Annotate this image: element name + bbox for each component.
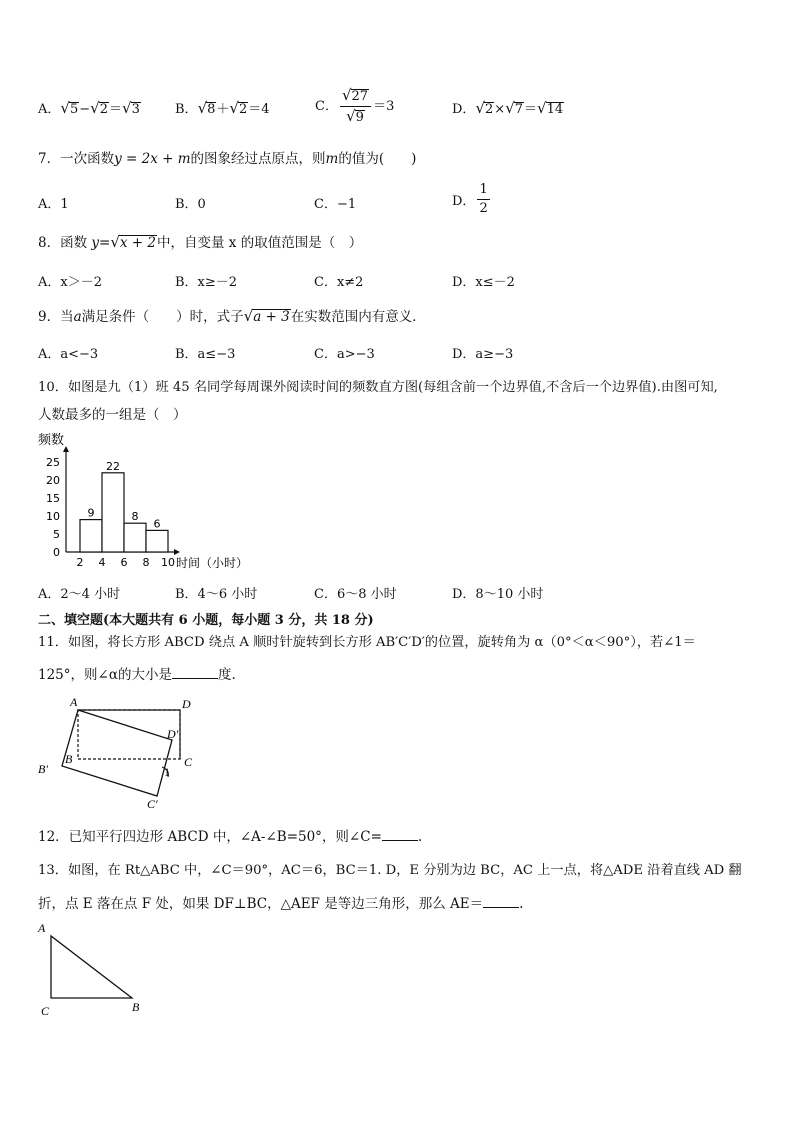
q7-option-d[interactable]: D． $\frac{1}{2}$ <box>452 182 488 216</box>
x-tick-label: 8 <box>142 556 150 569</box>
q11-stem-line1: 11．如图，将长方形 ABCD 绕点 A 顺时针旋转到长方形 AB′C′D′的位置，旋转角为 α（0°＜α＜90°），若∠1＝ <box>38 635 696 650</box>
q7-stem: 7．一次函数y = 2x + m的图象经过点原点，则m的值为( ) <box>38 151 417 167</box>
q9-option-b[interactable]: B．a≤−3 <box>175 347 236 362</box>
q10-option-d[interactable]: D．8～10 小时 <box>452 587 544 602</box>
label-b1: B′ <box>38 762 48 776</box>
bar-value-label: 8 <box>131 510 139 524</box>
rectangle-ab1c1d1 <box>62 710 172 796</box>
chart-x-ticks <box>77 556 176 569</box>
q13-figure <box>34 920 154 1020</box>
histogram-bar <box>102 473 124 552</box>
label-d: D <box>182 697 191 711</box>
x-tick-label: 10 <box>161 556 175 569</box>
bar-value-label: 22 <box>106 459 120 473</box>
q8-option-d[interactable]: D．x≤－2 <box>452 275 515 290</box>
y-tick-label: 10 <box>46 510 60 523</box>
chart-xlabel: 时间（小时） <box>176 556 249 570</box>
q8-option-b[interactable]: B．x≥－2 <box>175 275 238 290</box>
y-tick-label: 0 <box>53 546 60 559</box>
q6-option-b[interactable]: B．√8＋√2＝4 <box>175 99 270 117</box>
histogram-chart <box>36 428 276 578</box>
q7-option-c[interactable]: C．−1 <box>314 197 357 212</box>
histogram-bar <box>80 520 102 552</box>
q6-c-fraction: $\frac{√27}{√9}$ <box>340 86 371 127</box>
label-a: A <box>38 921 46 935</box>
chart-ylabel: 频数 <box>38 433 65 448</box>
q7-option-a[interactable]: A．1 <box>38 197 69 212</box>
label-c: C <box>184 755 193 769</box>
label-b: B <box>132 1000 140 1014</box>
chart-bars <box>80 460 168 552</box>
y-tick-label: 25 <box>46 456 60 469</box>
q9-option-d[interactable]: D．a≥−3 <box>452 347 514 362</box>
triangle-abc <box>51 936 132 998</box>
y-tick-label: 15 <box>46 492 60 505</box>
label-1: 1 <box>164 765 170 779</box>
x-tick-label: 2 <box>76 556 84 569</box>
q13-stem-line1: 13．如图，在 Rt△ABC 中，∠C＝90°，AC＝6，BC＝1. D，E 分别为边 BC，AC 上一点，将△ADE 沿着直线 AD 翻 <box>38 863 742 878</box>
q11-answer-blank[interactable] <box>172 664 218 679</box>
bar-value-label: 9 <box>87 506 95 520</box>
label-b: B <box>65 752 73 766</box>
bar-value-label: 6 <box>153 517 161 531</box>
q6-option-c[interactable]: C． $\frac{√27}{√9}$ ＝3 <box>315 86 395 125</box>
q9-option-c[interactable]: C．a>−3 <box>314 347 375 362</box>
q12-answer-blank[interactable] <box>382 826 418 841</box>
q6-option-a[interactable]: A．√5−√2＝√3 <box>38 99 140 117</box>
q13-stem-line2: 折，点 E 落在点 F 处，如果 DF⊥BC，△AEF 是等边三角形，那么 AE＝ . <box>38 893 523 914</box>
chart-y-ticks <box>46 456 60 559</box>
q8-option-c[interactable]: C．x≠2 <box>314 275 364 290</box>
q12-stem: 12．已知平行四边形 ABCD 中，∠A-∠B=50°，则∠C= . <box>38 826 422 847</box>
q8-option-a[interactable]: A．x＞－2 <box>38 275 102 290</box>
q11-figure <box>34 692 204 812</box>
label-d1: D′ <box>167 727 179 741</box>
q7-option-b[interactable]: B．0 <box>175 197 206 212</box>
x-tick-label: 6 <box>120 556 128 569</box>
q10-stem-line2: 人数最多的一组是（ ） <box>38 407 187 423</box>
q10-option-b[interactable]: B．4～6 小时 <box>175 587 258 602</box>
q6-option-d[interactable]: D．√2×√7＝√14 <box>452 99 564 117</box>
histogram-bar <box>124 523 146 552</box>
q8-stem: 8．函数 y=√x + 2中，自变量 x 的取值范围是（ ） <box>38 233 363 251</box>
y-tick-label: 5 <box>53 528 60 541</box>
q10-option-a[interactable]: A．2～4 小时 <box>38 587 121 602</box>
x-tick-label: 4 <box>98 556 106 569</box>
y-tick-label: 20 <box>46 474 60 487</box>
q9-option-a[interactable]: A．a<−3 <box>38 347 99 362</box>
section-title: 二、填空题(本大题共有 6 小题，每小题 3 分，共 18 分) <box>38 613 374 628</box>
q13-answer-blank[interactable] <box>483 893 519 908</box>
label-c: C <box>41 1004 50 1018</box>
q10-stem-line1: 10．如图是九（1）班 45 名同学每周课外阅读时间的频数直方图(每组含前一个边界值,不含后一个边界值).由图可知, <box>38 380 718 395</box>
label-c1: C′ <box>147 797 158 811</box>
rectangle-abcd <box>78 710 180 759</box>
q9-stem: 9．当a满足条件（ ）时，式子√a + 3在实数范围内有意义． <box>38 307 426 325</box>
q11-stem-line2: 125°，则∠α的大小是 度. <box>38 664 236 685</box>
label-a: A <box>70 695 78 709</box>
q10-option-c[interactable]: C．6～8 小时 <box>314 587 397 602</box>
q7-d-fraction: $\frac{1}{2}$ <box>479 182 488 216</box>
x-axis-arrow <box>174 549 180 555</box>
histogram-bar <box>146 530 168 552</box>
